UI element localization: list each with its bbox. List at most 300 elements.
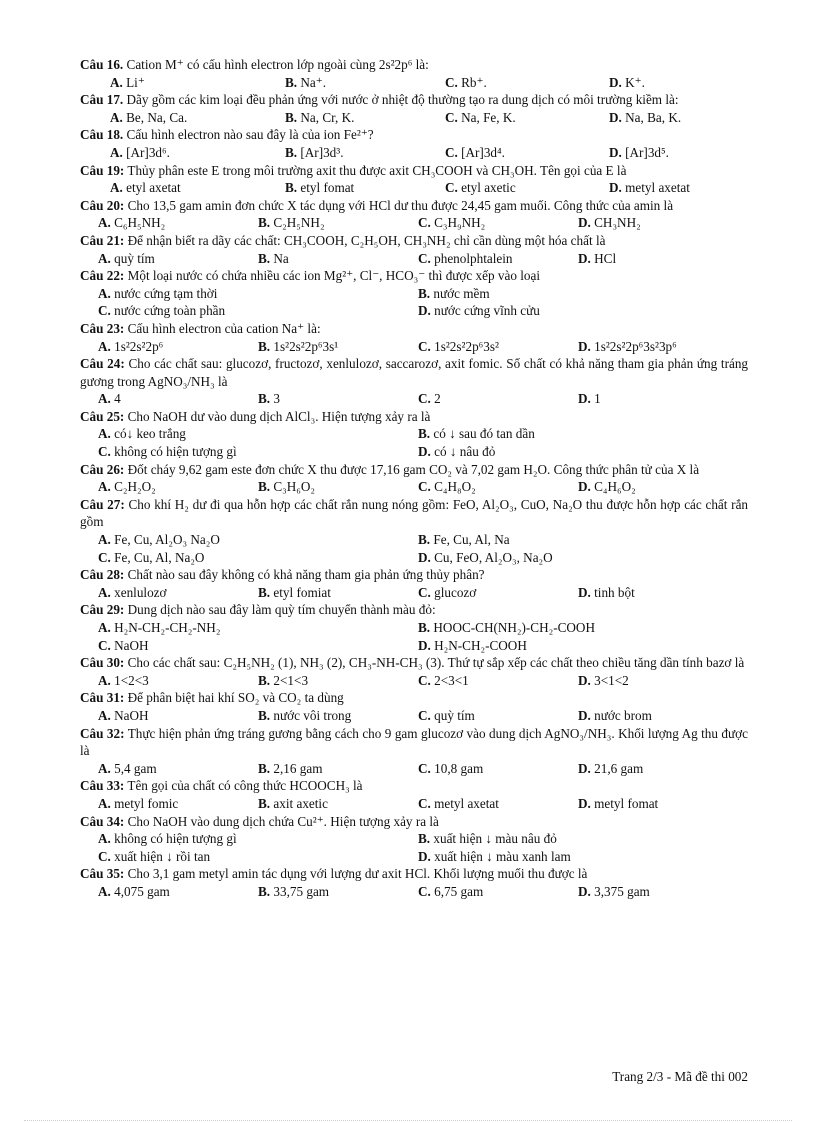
option-text: 2,16 gam (273, 760, 323, 776)
option-letter: D. (418, 848, 431, 864)
question-23 (80, 320, 748, 355)
answer-option (418, 584, 578, 602)
option-text: Fe, Cu, Al, Na (433, 532, 510, 548)
option-text: 2 (434, 391, 441, 407)
option-letter: C. (418, 707, 431, 723)
option-text: 5,4 gam (114, 760, 157, 776)
option-letter: B. (418, 620, 431, 635)
option-letter: D. (418, 549, 431, 565)
answer-option (98, 549, 418, 567)
answer-option (258, 584, 418, 602)
option-letter: D. (578, 215, 591, 231)
answer-option (418, 795, 578, 813)
answer-option (98, 478, 258, 496)
answer-option (578, 883, 748, 901)
option-letter: B. (418, 426, 431, 442)
option-text: nước brom (594, 707, 652, 723)
option-letter: A. (110, 180, 123, 196)
question-text: Để nhận biết ra dãy các chất: CH₃COOH, C₂H₅OH, CH₃NH₂ chỉ cần dùng một hóa chất là (127, 232, 606, 248)
option-text: có ↓ nâu đỏ (434, 444, 496, 460)
option-text: C₄H₆O₂ (594, 479, 636, 495)
option-letter: C. (418, 883, 431, 899)
answer-option (98, 285, 418, 303)
option-letter: B. (258, 883, 271, 899)
option-letter: B. (258, 672, 271, 688)
answer-option (98, 637, 418, 655)
question-text: Cation M⁺ có cấu hình electron lớp ngoài cùng 2s²2p⁶ là: (126, 57, 429, 72)
question-text: Để phân biệt hai khí SO₂ và CO₂ ta dùng (127, 690, 344, 706)
answer-option (110, 109, 285, 127)
option-letter: D. (578, 338, 591, 354)
question-22 (80, 267, 748, 320)
option-text: NaOH (114, 637, 149, 653)
question-28 (80, 566, 748, 601)
answer-option (578, 760, 748, 778)
option-letter: D. (418, 444, 431, 460)
question-number: Câu 22: (80, 268, 125, 284)
option-letter: C. (418, 584, 431, 600)
question-stem (80, 865, 748, 883)
option-letter: C. (418, 760, 431, 776)
option-text: Be, Na, Ca. (126, 109, 188, 125)
answer-option (98, 425, 418, 443)
question-19 (80, 162, 748, 197)
option-text: 10,8 gam (434, 760, 484, 776)
answer-option (110, 74, 285, 92)
question-number: Câu 30: (80, 655, 125, 671)
option-letter: D. (418, 637, 431, 653)
option-letter: A. (98, 479, 111, 495)
question-number: Câu 28: (80, 567, 125, 583)
answer-options (80, 390, 748, 408)
option-text: 1s²2s²2p⁶3s¹ (273, 338, 339, 354)
option-text: NaOH (114, 707, 149, 723)
answer-option (98, 830, 418, 848)
answer-option (418, 883, 578, 901)
question-stem (80, 162, 748, 180)
question-number: Câu 27: (80, 496, 125, 512)
option-letter: B. (418, 831, 431, 847)
option-text: 1s²2s²2p⁶3s²3p⁶ (594, 338, 677, 354)
question-stem (80, 461, 748, 479)
option-letter: D. (578, 250, 591, 266)
answer-option (418, 760, 578, 778)
answer-option (418, 549, 748, 567)
answer-option (258, 338, 418, 356)
option-text: etyl fomat (300, 180, 355, 196)
answer-option (445, 144, 609, 162)
option-text: Na, Ba, K. (625, 109, 682, 125)
option-letter: C. (418, 215, 431, 231)
option-letter: D. (609, 180, 622, 196)
answer-option (98, 302, 418, 320)
question-21 (80, 232, 748, 267)
question-text: Tên gọi của chất có công thức HCOOCH₃ là (127, 778, 363, 794)
answer-option (578, 390, 748, 408)
option-text: phenolphtalein (434, 250, 513, 266)
option-text: 2<1<3 (273, 672, 309, 688)
option-letter: D. (578, 479, 591, 495)
answer-option (418, 302, 748, 320)
question-26 (80, 461, 748, 496)
answer-option (98, 338, 258, 356)
question-25 (80, 408, 748, 461)
option-text: 1<2<3 (114, 672, 149, 688)
question-number: Câu 31: (80, 690, 125, 706)
answer-options (80, 144, 748, 162)
answer-option (578, 795, 748, 813)
option-text: có ↓ sau đó tan dần (433, 426, 535, 442)
question-stem (80, 232, 748, 250)
option-letter: C. (418, 672, 431, 688)
option-letter: D. (578, 795, 591, 811)
answer-option (418, 250, 578, 268)
option-text: H₂N-CH₂-CH₂-NH₂ (114, 620, 221, 635)
question-number: Câu 21: (80, 232, 125, 248)
option-text: K⁺. (625, 74, 645, 90)
question-text: Cho NaOH dư vào dung dịch AlCl₃. Hiện tượng xảy ra là (127, 408, 431, 424)
answer-option (418, 830, 748, 848)
answer-option (98, 672, 258, 690)
option-text: có↓ keo trắng (114, 426, 186, 442)
option-text: C₄H₈O₂ (434, 479, 476, 495)
option-text: C₂H₅NH₂ (273, 215, 325, 231)
answer-option (258, 250, 418, 268)
option-text: Na⁺. (300, 74, 327, 90)
answer-option (98, 619, 418, 637)
answer-option (285, 74, 445, 92)
option-text: metyl axetat (434, 795, 499, 811)
page-footer: Trang 2/3 - Mã đề thi 002 (612, 1069, 748, 1084)
question-number: Câu 32: (80, 725, 125, 741)
option-letter: C. (445, 109, 458, 125)
answer-option (609, 144, 748, 162)
answer-options (80, 285, 748, 320)
question-29 (80, 601, 748, 654)
option-letter: A. (110, 144, 123, 160)
answer-option (418, 531, 748, 549)
question-number: Câu 23: (80, 320, 125, 336)
question-stem (80, 408, 748, 426)
answer-option (578, 672, 748, 690)
option-text: [Ar]3d⁶. (126, 144, 170, 160)
answer-options (80, 531, 748, 566)
option-text: nước cứng tạm thời (114, 285, 218, 301)
answer-option (578, 478, 748, 496)
question-number: Câu 35: (80, 866, 125, 882)
answer-option (418, 478, 578, 496)
question-35 (80, 865, 748, 900)
option-letter: D. (418, 303, 431, 319)
option-text: không có hiện tượng gì (114, 444, 237, 460)
option-text: nước cứng toàn phần (114, 303, 226, 319)
page-bottom-divider (24, 1120, 792, 1121)
option-letter: B. (285, 109, 298, 125)
answer-options (80, 478, 748, 496)
option-text: Li⁺ (126, 74, 145, 90)
answer-option (258, 795, 418, 813)
option-letter: D. (578, 672, 591, 688)
question-stem (80, 267, 748, 285)
answer-option (285, 109, 445, 127)
option-letter: A. (98, 672, 111, 688)
option-text: 21,6 gam (594, 760, 644, 776)
option-text: 3,375 gam (594, 883, 650, 899)
answer-option (418, 672, 578, 690)
question-stem (80, 566, 748, 584)
answer-option (418, 425, 748, 443)
option-text: HOOC-CH(NH₂)-CH₂-COOH (433, 620, 595, 635)
option-text: Fe, Cu, Al, Na₂O (114, 549, 205, 565)
answer-options (80, 795, 748, 813)
question-17 (80, 91, 748, 126)
option-letter: D. (609, 144, 622, 160)
option-letter: C. (98, 549, 111, 565)
option-text: quỳ tím (434, 707, 475, 723)
question-text: Thực hiện phản ứng tráng gương bằng cách cho 9 gam glucozơ vào dung dịch AgNO₃/NH₃. Khối lượng Ag thu được là (80, 725, 748, 759)
question-34 (80, 813, 748, 866)
option-letter: D. (578, 391, 591, 407)
option-text: Na, Fe, K. (461, 109, 516, 125)
question-text: Chất nào sau đây không có khả năng tham gia phản ứng thủy phân? (127, 567, 485, 583)
answer-options (80, 250, 748, 268)
option-letter: C. (445, 180, 458, 196)
option-letter: B. (285, 144, 298, 160)
answer-option (609, 74, 748, 92)
option-letter: A. (98, 250, 111, 266)
question-number: Câu 29: (80, 602, 125, 618)
option-letter: C. (445, 144, 458, 160)
option-text: Rb⁺. (461, 74, 487, 90)
answer-option (98, 707, 258, 725)
question-stem (80, 197, 748, 215)
answer-options (80, 707, 748, 725)
question-number: Câu 24: (80, 356, 125, 372)
option-text: 3 (273, 391, 280, 407)
question-27 (80, 496, 748, 566)
question-stem (80, 56, 748, 74)
answer-option (418, 443, 748, 461)
answer-options (80, 214, 748, 232)
option-letter: B. (418, 285, 431, 301)
option-letter: D. (578, 707, 591, 723)
question-stem (80, 654, 748, 672)
answer-option (258, 707, 418, 725)
question-32 (80, 725, 748, 778)
question-text: Một loại nước có chứa nhiều các ion Mg²⁺, Cl⁻, HCO₃⁻ thì được xếp vào loại (127, 268, 541, 284)
option-letter: B. (258, 215, 271, 231)
option-text: 1s²2s²2p⁶3s² (434, 338, 499, 354)
answer-option (98, 760, 258, 778)
answer-options (80, 883, 748, 901)
question-number: Câu 33: (80, 778, 125, 794)
question-text: Cho các chất sau: C₂H₅NH₂ (1), NH₃ (2), CH₃-NH-CH₃ (3). Thứ tự sắp xếp các chất theo chiều tăng dần tính bazơ là (127, 655, 745, 671)
question-stem (80, 91, 748, 109)
option-text: 6,75 gam (434, 883, 484, 899)
question-text: Cho các chất sau: glucozơ, fructozơ, xenlulozơ, saccarozơ, axit fomic. Số chất có khả năng tham gia phản ứng tráng gương trong AgNO₃/NH₃ là (80, 356, 749, 389)
question-33 (80, 777, 748, 812)
question-20 (80, 197, 748, 232)
option-text: axit axetic (273, 795, 328, 811)
option-text: [Ar]3d⁵. (625, 144, 669, 160)
question-text: Cho 3,1 gam metyl amin tác dụng với lượng dư axit HCl. Khối lượng muối thu được là (127, 866, 588, 882)
answer-option (418, 637, 748, 655)
option-letter: A. (98, 532, 111, 548)
answer-options (80, 760, 748, 778)
option-text: 33,75 gam (273, 883, 330, 899)
answer-option (445, 109, 609, 127)
question-number: Câu 20: (80, 197, 125, 213)
answer-option (418, 390, 578, 408)
option-letter: A. (98, 831, 111, 847)
question-text: Dãy gồm các kim loại đều phản ứng với nước ở nhiệt độ thường tạo ra dung dịch có môi trường kiềm là: (126, 92, 679, 108)
option-letter: C. (98, 303, 111, 319)
option-text: xuất hiện ↓ màu nâu đỏ (433, 831, 557, 847)
question-number: Câu 25: (80, 408, 125, 424)
question-stem (80, 496, 748, 531)
option-text: nước vôi trong (273, 707, 352, 723)
option-letter: B. (258, 707, 271, 723)
option-text: không có hiện tượng gì (114, 831, 237, 847)
answer-option (110, 179, 285, 197)
answer-option (578, 707, 748, 725)
question-16 (80, 56, 748, 91)
option-letter: A. (98, 795, 111, 811)
answer-option (609, 179, 748, 197)
answer-option (285, 179, 445, 197)
option-letter: B. (258, 795, 271, 811)
answer-option (98, 584, 258, 602)
option-letter: B. (418, 532, 431, 548)
option-text: etyl fomiat (273, 584, 331, 600)
option-letter: B. (285, 180, 298, 196)
option-text: metyl fomat (594, 795, 659, 811)
option-text: xenlulozơ (114, 584, 167, 600)
option-text: tinh bột (594, 584, 635, 600)
question-number: Câu 26: (80, 461, 125, 477)
option-letter: B. (258, 760, 271, 776)
answer-options (80, 338, 748, 356)
option-text: 4,075 gam (114, 883, 170, 899)
option-letter: D. (578, 883, 591, 899)
answer-option (418, 338, 578, 356)
option-letter: A. (98, 620, 111, 635)
option-letter: B. (258, 250, 271, 266)
question-stem (80, 320, 748, 338)
answer-options (80, 179, 748, 197)
exam-page-body (80, 56, 748, 901)
option-letter: C. (418, 479, 431, 495)
option-letter: C. (418, 795, 431, 811)
option-letter: A. (98, 426, 111, 442)
option-text: Na, Cr, K. (300, 109, 355, 125)
option-letter: C. (418, 391, 431, 407)
option-letter: C. (418, 338, 431, 354)
answer-option (98, 390, 258, 408)
answer-option (418, 707, 578, 725)
option-text: xuất hiện ↓ màu xanh lam (434, 848, 571, 864)
answer-option (98, 250, 258, 268)
question-stem (80, 355, 748, 390)
option-letter: D. (609, 74, 622, 90)
question-number: Câu 18. (80, 127, 124, 143)
answer-option (578, 250, 748, 268)
answer-option (110, 144, 285, 162)
question-stem (80, 689, 748, 707)
option-letter: A. (110, 74, 123, 90)
option-text: 3<1<2 (594, 672, 629, 688)
answer-option (418, 285, 748, 303)
question-text: Cấu hình electron của cation Na⁺ là: (127, 320, 321, 336)
answer-options (80, 619, 748, 654)
option-text: xuất hiện ↓ rồi tan (114, 848, 211, 864)
answer-option (578, 584, 748, 602)
option-text: glucozơ (434, 584, 477, 600)
option-text: quỳ tím (114, 250, 155, 266)
option-text: C₂H₂O₂ (114, 479, 156, 495)
option-letter: C. (98, 848, 111, 864)
answer-option (258, 760, 418, 778)
option-letter: C. (98, 637, 111, 653)
answer-option (285, 144, 445, 162)
answer-option (445, 74, 609, 92)
option-text: [Ar]3d⁴. (461, 144, 505, 160)
option-letter: A. (98, 584, 111, 600)
option-text: nước mềm (433, 285, 490, 301)
question-number: Câu 34: (80, 813, 125, 829)
question-31 (80, 689, 748, 724)
option-text: nước cứng vĩnh cửu (434, 303, 540, 319)
option-letter: D. (578, 584, 591, 600)
question-stem (80, 777, 748, 795)
option-letter: A. (98, 391, 111, 407)
option-letter: A. (98, 883, 111, 899)
option-letter: C. (445, 74, 458, 90)
option-letter: B. (258, 338, 271, 354)
question-text: Dung dịch nào sau đây làm quỳ tím chuyển thành màu đỏ: (127, 602, 436, 618)
option-text: Fe, Cu, Al₂O₃ Na₂O (114, 532, 220, 548)
answer-option (578, 338, 748, 356)
answer-option (258, 478, 418, 496)
option-letter: A. (98, 215, 111, 231)
answer-options (80, 109, 748, 127)
answer-options (80, 425, 748, 460)
answer-option (445, 179, 609, 197)
option-text: etyl axetat (126, 180, 181, 196)
option-letter: A. (98, 707, 111, 723)
question-number: Câu 19: (80, 162, 125, 178)
option-letter: A. (98, 338, 111, 354)
option-text: metyl axetat (625, 180, 690, 196)
answer-option (98, 883, 258, 901)
question-number: Câu 16. (80, 57, 124, 72)
option-letter: B. (285, 74, 298, 90)
answer-option (609, 109, 748, 127)
option-text: etyl axetic (461, 180, 516, 196)
question-stem (80, 813, 748, 831)
answer-option (578, 214, 748, 232)
answer-option (418, 848, 748, 866)
question-stem (80, 725, 748, 760)
option-text: 1s²2s²2p⁶ (114, 338, 164, 354)
answer-option (258, 390, 418, 408)
answer-options (80, 830, 748, 865)
option-text: C₃H₆O₂ (273, 479, 316, 495)
option-letter: A. (98, 760, 111, 776)
option-text: Cu, FeO, Al₂O₃, Na₂O (434, 549, 553, 565)
answer-option (98, 531, 418, 549)
option-letter: B. (258, 584, 271, 600)
